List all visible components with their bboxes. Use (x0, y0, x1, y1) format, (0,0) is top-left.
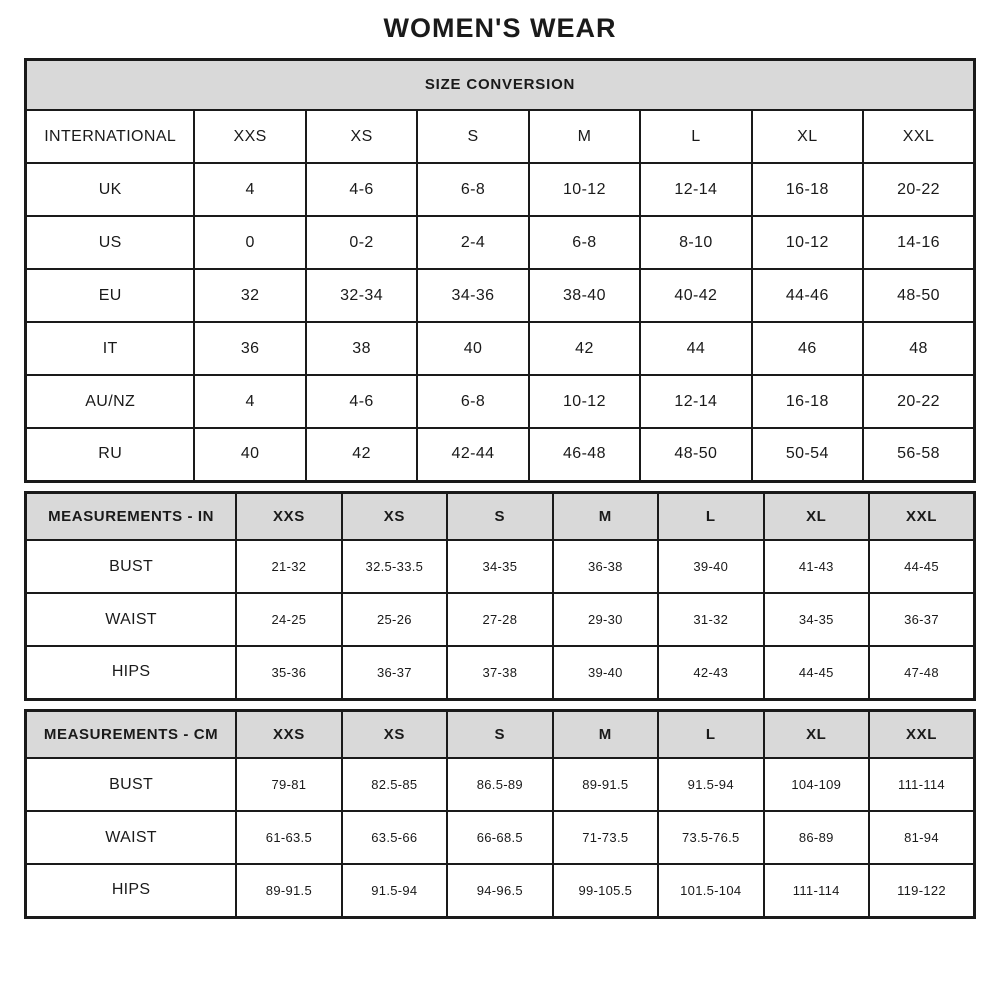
table-row (26, 375, 975, 428)
size-column-header: M (529, 110, 640, 163)
table-cell: 8-10 (640, 216, 751, 269)
table-corner-header: INTERNATIONAL (26, 110, 195, 163)
measurements-cm-table (24, 709, 976, 919)
table-row (26, 110, 975, 163)
row-label: WAIST (26, 811, 237, 864)
table-cell: 42-43 (658, 646, 763, 699)
size-column-header: S (417, 110, 528, 163)
row-label: BUST (26, 758, 237, 811)
table-cell: 42-44 (417, 428, 528, 481)
table-cell: 46 (752, 322, 863, 375)
table-cell: 40 (194, 428, 305, 481)
size-column-header: XXS (194, 110, 305, 163)
table-cell: 119-122 (869, 864, 975, 917)
table-cell: 35-36 (236, 646, 341, 699)
table-cell: 34-35 (447, 540, 552, 593)
table-row (26, 428, 975, 481)
table-corner-header: MEASUREMENTS - IN (26, 492, 237, 540)
table-cell: 14-16 (863, 216, 974, 269)
table-cell: 44-45 (869, 540, 975, 593)
table-cell: 4-6 (306, 163, 417, 216)
table-cell: 50-54 (752, 428, 863, 481)
table-cell: 36-38 (553, 540, 658, 593)
row-label: EU (26, 269, 195, 322)
table-corner-header: MEASUREMENTS - CM (26, 710, 237, 758)
table-cell: 79-81 (236, 758, 341, 811)
table-cell: 40-42 (640, 269, 751, 322)
table-cell: 16-18 (752, 163, 863, 216)
size-column-header: S (447, 492, 552, 540)
table-row (26, 492, 975, 540)
size-column-header: L (658, 492, 763, 540)
size-column-header: XL (764, 710, 869, 758)
table-cell: 89-91.5 (236, 864, 341, 917)
table-cell: 4 (194, 163, 305, 216)
row-label: UK (26, 163, 195, 216)
table-cell: 38-40 (529, 269, 640, 322)
size-column-header: XL (752, 110, 863, 163)
size-column-header: XXS (236, 710, 341, 758)
table-section-title: SIZE CONVERSION (26, 59, 975, 110)
table-cell: 42 (306, 428, 417, 481)
table-cell: 6-8 (529, 216, 640, 269)
table-cell: 86.5-89 (447, 758, 552, 811)
table-cell: 27-28 (447, 593, 552, 646)
table-cell: 81-94 (869, 811, 975, 864)
size-column-header: XXL (869, 492, 975, 540)
size-column-header: M (553, 710, 658, 758)
size-column-header: XXS (236, 492, 341, 540)
table-cell: 66-68.5 (447, 811, 552, 864)
table-cell: 10-12 (529, 163, 640, 216)
table-cell: 46-48 (529, 428, 640, 481)
table-cell: 32-34 (306, 269, 417, 322)
table-row (26, 216, 975, 269)
table-cell: 36-37 (869, 593, 975, 646)
size-column-header: S (447, 710, 552, 758)
table-cell: 10-12 (752, 216, 863, 269)
table-cell: 29-30 (553, 593, 658, 646)
size-column-header: L (658, 710, 763, 758)
row-label: BUST (26, 540, 237, 593)
size-column-header: L (640, 110, 751, 163)
table-row (26, 710, 975, 758)
table-cell: 44-45 (764, 646, 869, 699)
table-row (26, 811, 975, 864)
size-conversion-table (24, 58, 976, 483)
size-column-header: M (553, 492, 658, 540)
table-cell: 36-37 (342, 646, 447, 699)
table-row (26, 864, 975, 917)
row-label: HIPS (26, 646, 237, 699)
table-cell: 31-32 (658, 593, 763, 646)
table-cell: 48-50 (863, 269, 974, 322)
row-label: IT (26, 322, 195, 375)
table-cell: 4 (194, 375, 305, 428)
size-column-header: XL (764, 492, 869, 540)
table-row (26, 59, 975, 110)
table-cell: 2-4 (417, 216, 528, 269)
measurements-in-table (24, 491, 976, 701)
table-row (26, 163, 975, 216)
row-label: US (26, 216, 195, 269)
table-row (26, 322, 975, 375)
table-cell: 89-91.5 (553, 758, 658, 811)
row-label: WAIST (26, 593, 237, 646)
row-label: RU (26, 428, 195, 481)
table-cell: 39-40 (553, 646, 658, 699)
table-cell: 10-12 (529, 375, 640, 428)
table-cell: 40 (417, 322, 528, 375)
table-cell: 63.5-66 (342, 811, 447, 864)
table-cell: 37-38 (447, 646, 552, 699)
table-cell: 32 (194, 269, 305, 322)
row-label: AU/NZ (26, 375, 195, 428)
table-cell: 91.5-94 (658, 758, 763, 811)
table-cell: 39-40 (658, 540, 763, 593)
table-cell: 48-50 (640, 428, 751, 481)
size-column-header: XS (342, 492, 447, 540)
table-cell: 34-35 (764, 593, 869, 646)
row-label: HIPS (26, 864, 237, 917)
table-row (26, 646, 975, 699)
table-cell: 47-48 (869, 646, 975, 699)
table-cell: 48 (863, 322, 974, 375)
table-cell: 99-105.5 (553, 864, 658, 917)
table-cell: 101.5-104 (658, 864, 763, 917)
table-cell: 38 (306, 322, 417, 375)
page-title: WOMEN'S WEAR (383, 13, 617, 43)
size-column-header: XS (342, 710, 447, 758)
size-column-header: XXL (869, 710, 975, 758)
table-cell: 91.5-94 (342, 864, 447, 917)
size-column-header: XXL (863, 110, 974, 163)
size-column-header: XS (306, 110, 417, 163)
table-cell: 61-63.5 (236, 811, 341, 864)
table-cell: 111-114 (869, 758, 975, 811)
table-row (26, 758, 975, 811)
table-cell: 42 (529, 322, 640, 375)
table-cell: 73.5-76.5 (658, 811, 763, 864)
table-cell: 94-96.5 (447, 864, 552, 917)
table-cell: 12-14 (640, 375, 751, 428)
table-row (26, 593, 975, 646)
table-cell: 16-18 (752, 375, 863, 428)
table-cell: 44 (640, 322, 751, 375)
table-cell: 86-89 (764, 811, 869, 864)
table-row (26, 269, 975, 322)
table-cell: 20-22 (863, 163, 974, 216)
table-cell: 34-36 (417, 269, 528, 322)
table-cell: 24-25 (236, 593, 341, 646)
table-cell: 6-8 (417, 375, 528, 428)
table-cell: 12-14 (640, 163, 751, 216)
table-cell: 0-2 (306, 216, 417, 269)
table-cell: 41-43 (764, 540, 869, 593)
table-cell: 56-58 (863, 428, 974, 481)
table-cell: 25-26 (342, 593, 447, 646)
table-cell: 104-109 (764, 758, 869, 811)
table-cell: 44-46 (752, 269, 863, 322)
table-cell: 82.5-85 (342, 758, 447, 811)
table-cell: 20-22 (863, 375, 974, 428)
table-cell: 71-73.5 (553, 811, 658, 864)
table-row (26, 540, 975, 593)
table-cell: 32.5-33.5 (342, 540, 447, 593)
table-cell: 0 (194, 216, 305, 269)
table-cell: 6-8 (417, 163, 528, 216)
table-cell: 4-6 (306, 375, 417, 428)
table-cell: 21-32 (236, 540, 341, 593)
table-cell: 36 (194, 322, 305, 375)
table-cell: 111-114 (764, 864, 869, 917)
